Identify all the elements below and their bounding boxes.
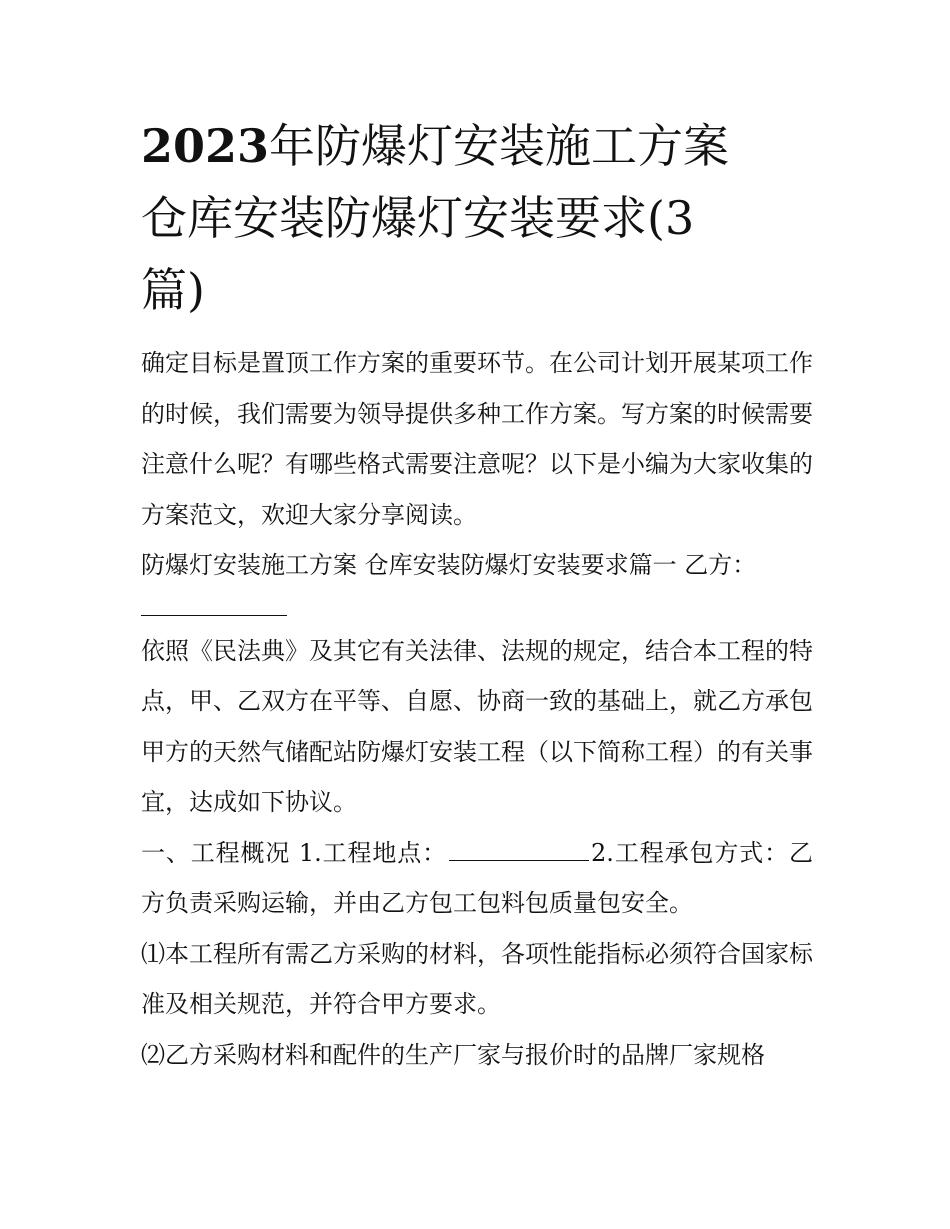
document-page — [141, 110, 813, 1080]
title-line-2: 仓库安装防爆灯安装要求(3 — [141, 191, 695, 245]
intro-paragraph: 确定目标是置顶工作方案的重要环节。在公司计划开展某项工作的时候，我们需要为领导提供多种工作方案。写方案的时候需要注意什么呢？有哪些格式需要注意呢？以下是小编为大家收集的方案范文，欢迎大家分享阅读。 — [141, 349, 813, 529]
overview-location-label: 一、工程概况 1.工程地点： — [141, 838, 448, 867]
item-1-paragraph: ⑴本工程所有需乙方采购的材料，各项性能指标必须符合国家标准及相关规范，并符合甲方要求。 — [141, 939, 813, 1018]
overview-paragraph — [141, 828, 813, 929]
title-line-1 — [141, 110, 813, 182]
basis-paragraph: 依照《民法典》及其它有关法律、法规的规定，结合本工程的特点，甲、乙双方在平等、自愿、协商一致的基础上，就乙方承包甲方的天然气储配站防爆灯安装工程（以下简称工程）的有关事宜，达成如下协议。 — [141, 636, 813, 816]
location-blank — [449, 840, 589, 861]
section-heading: 防爆灯安装施工方案 仓库安装防爆灯安装要求篇一 乙方： — [141, 551, 757, 579]
item-2-paragraph: ⑵乙方采购材料和配件的生产厂家与报价时的品牌厂家规格 — [141, 1040, 765, 1069]
title-line-1-text: 年防爆灯安装施工方案 — [269, 119, 730, 173]
title-year: 2023 — [141, 119, 270, 173]
document-title — [141, 110, 813, 326]
overview-method: 2.工程承包方式：乙方负责采购运输，并由乙方包工包料包质量包安全。 — [141, 838, 814, 917]
title-line-3: 篇) — [141, 263, 205, 317]
party-b-blank — [141, 591, 287, 616]
